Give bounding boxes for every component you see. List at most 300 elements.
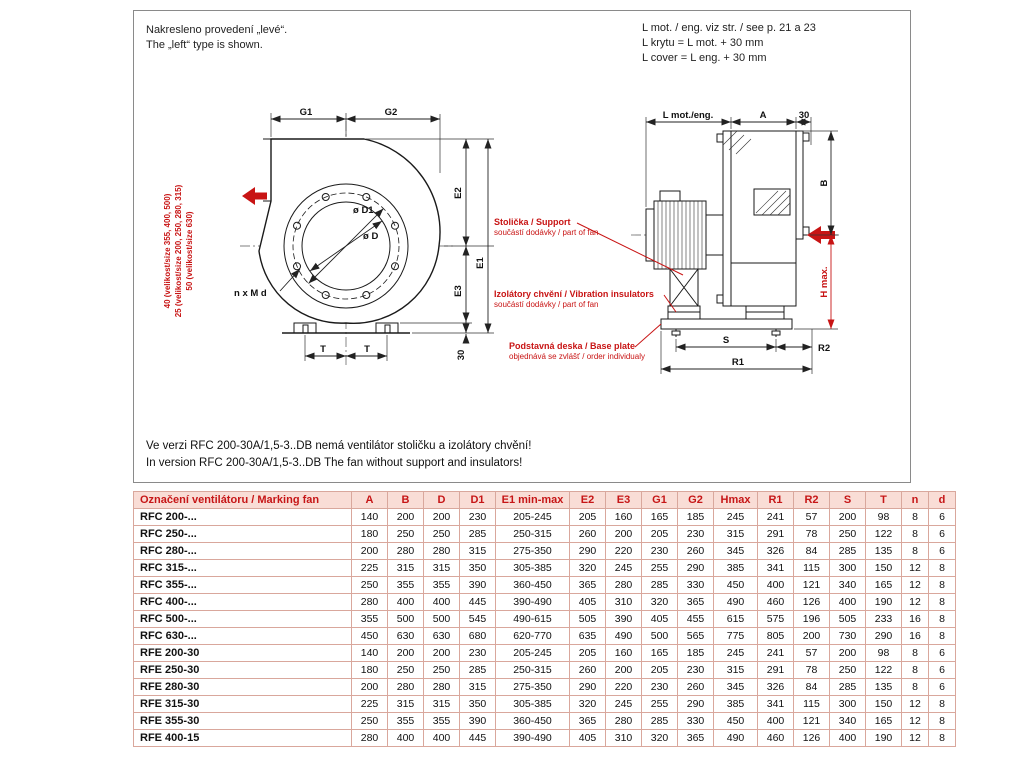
dimension-value-cell: 180 [352, 526, 388, 543]
dimension-value-cell: 8 [929, 628, 956, 645]
dimension-value-cell: 6 [929, 509, 956, 526]
dimension-value-cell: 205 [570, 509, 606, 526]
callout-subtitle: součástí dodávky / part of fan [494, 300, 599, 309]
dimension-value-cell: 205-245 [496, 509, 570, 526]
dimension-value-cell: 285 [460, 662, 496, 679]
table-header-cell: G1 [642, 492, 678, 509]
table-row [134, 679, 956, 696]
dimension-value-cell: 315 [460, 543, 496, 560]
dimension-value-cell: 315 [460, 679, 496, 696]
dimension-value-cell: 315 [424, 696, 460, 713]
fan-marking-cell: RFC 200-... [134, 509, 352, 526]
dimension-value-cell: 280 [388, 679, 424, 696]
dimension-value-cell: 280 [352, 730, 388, 747]
dimension-value-cell: 400 [830, 594, 866, 611]
dimension-value-cell: 365 [570, 713, 606, 730]
dim-label-d: ø D [363, 231, 379, 242]
dimension-value-cell: 400 [388, 594, 424, 611]
table-header-row [134, 492, 956, 509]
dimension-value-cell: 400 [758, 577, 794, 594]
dimension-value-cell: 385 [714, 696, 758, 713]
fan-marking-cell: RFC 630-... [134, 628, 352, 645]
table-header-name: Označení ventilátoru / Marking fan [134, 492, 352, 509]
warning-line: Ve verzi RFC 200-30A/1,5-3..DB nemá ventilátor stoličku a izolátory chvění! [146, 440, 532, 452]
table-row [134, 611, 956, 628]
dimension-value-cell: 230 [460, 509, 496, 526]
dimension-value-cell: 320 [642, 730, 678, 747]
dimension-value-cell: 275-350 [496, 679, 570, 696]
dimension-value-cell: 355 [424, 577, 460, 594]
dimension-value-cell: 8 [929, 696, 956, 713]
callout-subtitle: objednává se zvlášť / order individualy [509, 352, 645, 361]
dimension-value-cell: 205-245 [496, 645, 570, 662]
dimension-value-cell: 8 [929, 713, 956, 730]
dimension-value-cell: 315 [424, 560, 460, 577]
dimension-value-cell: 165 [866, 713, 902, 730]
dimension-value-cell: 805 [758, 628, 794, 645]
dimension-value-cell: 285 [642, 713, 678, 730]
dimension-value-cell: 185 [678, 509, 714, 526]
dimension-value-cell: 350 [460, 560, 496, 577]
dimension-value-cell: 8 [929, 560, 956, 577]
dim-label-g1: G1 [299, 107, 313, 118]
dimension-value-cell: 233 [866, 611, 902, 628]
dimension-value-cell: 450 [714, 713, 758, 730]
dimension-value-cell: 8 [929, 730, 956, 747]
dimension-value-cell: 241 [758, 509, 794, 526]
dimension-value-cell: 16 [902, 628, 929, 645]
table-header-cell: R1 [758, 492, 794, 509]
note-line: The „left“ type is shown. [146, 39, 263, 51]
dimension-value-cell: 8 [902, 543, 929, 560]
dimension-value-cell: 365 [678, 730, 714, 747]
dimension-value-cell: 390 [606, 611, 642, 628]
dimension-value-cell: 291 [758, 662, 794, 679]
dimension-value-cell: 315 [388, 696, 424, 713]
dimension-value-cell: 365 [570, 577, 606, 594]
dimension-value-cell: 250 [388, 662, 424, 679]
dimension-value-cell: 290 [866, 628, 902, 645]
dimension-value-cell: 400 [424, 594, 460, 611]
dimension-value-cell: 230 [678, 662, 714, 679]
dim-label-t-right: T [364, 344, 370, 355]
dimension-value-cell: 280 [606, 713, 642, 730]
dimension-value-cell: 355 [388, 577, 424, 594]
dimension-value-cell: 680 [460, 628, 496, 645]
dimension-value-cell: 500 [424, 611, 460, 628]
dimension-value-cell: 355 [352, 611, 388, 628]
dimension-value-cell: 250 [424, 526, 460, 543]
dim-label-b: B [819, 179, 830, 187]
dimension-value-cell: 140 [352, 645, 388, 662]
dimension-value-cell: 200 [352, 679, 388, 696]
note-line: Nakresleno provedení „levé“. [146, 24, 288, 36]
dimension-value-cell: 180 [352, 662, 388, 679]
dimension-value-cell: 320 [570, 560, 606, 577]
side-view-drawing [631, 110, 840, 374]
dim-label-s: S [722, 335, 730, 346]
dimension-value-cell: 230 [460, 645, 496, 662]
dimension-value-cell: 400 [830, 730, 866, 747]
note-line: L mot. / eng. viz str. / see p. 21 a 23 [642, 22, 816, 34]
dimension-value-cell: 630 [388, 628, 424, 645]
dimension-value-cell: 200 [830, 509, 866, 526]
dimension-value-cell: 340 [830, 713, 866, 730]
dimension-value-cell: 8 [929, 577, 956, 594]
dimension-value-cell: 360-450 [496, 713, 570, 730]
table-row [134, 730, 956, 747]
dimension-value-cell: 310 [606, 730, 642, 747]
dimension-value-cell: 630 [424, 628, 460, 645]
dimension-value-cell: 190 [866, 730, 902, 747]
dimension-value-cell: 460 [758, 594, 794, 611]
dimension-value-cell: 122 [866, 526, 902, 543]
dimension-value-cell: 390-490 [496, 730, 570, 747]
table-header-cell: B [388, 492, 424, 509]
fan-marking-cell: RFE 280-30 [134, 679, 352, 696]
dimension-value-cell: 291 [758, 526, 794, 543]
table-header-cell: E3 [606, 492, 642, 509]
fan-marking-cell: RFC 315-... [134, 560, 352, 577]
dimension-value-cell: 160 [606, 645, 642, 662]
dimension-value-cell: 320 [570, 696, 606, 713]
dimension-value-cell: 165 [642, 509, 678, 526]
dimension-value-cell: 196 [794, 611, 830, 628]
size-note-25: 25 (velikost/size 200, 250, 280, 315) [174, 184, 183, 318]
dimension-value-cell: 280 [424, 679, 460, 696]
dimension-value-cell: 150 [866, 560, 902, 577]
table-row [134, 509, 956, 526]
dim-label-lmot: L mot./eng. [662, 110, 714, 121]
dimension-value-cell: 405 [570, 730, 606, 747]
dimension-value-cell: 200 [606, 662, 642, 679]
dimension-value-cell: 490-615 [496, 611, 570, 628]
dimension-value-cell: 78 [794, 662, 830, 679]
dimension-value-cell: 8 [902, 679, 929, 696]
dimension-value-cell: 290 [570, 679, 606, 696]
dimension-value-cell: 315 [714, 526, 758, 543]
dimension-value-cell: 305-385 [496, 696, 570, 713]
dimension-value-cell: 615 [714, 611, 758, 628]
dimension-value-cell: 505 [570, 611, 606, 628]
dimension-value-cell: 200 [388, 509, 424, 526]
fan-marking-cell: RFE 250-30 [134, 662, 352, 679]
dim-label-e3: E3 [453, 285, 464, 297]
dimension-value-cell: 160 [606, 509, 642, 526]
dimension-value-cell: 345 [714, 679, 758, 696]
dimension-value-cell: 84 [794, 543, 830, 560]
dimension-value-cell: 205 [570, 645, 606, 662]
callout-insulators [494, 289, 654, 310]
dimension-value-cell: 405 [570, 594, 606, 611]
table-row [134, 577, 956, 594]
dimension-value-cell: 255 [642, 696, 678, 713]
airflow-arrow-left [242, 187, 267, 205]
dimension-value-cell: 6 [929, 645, 956, 662]
dimension-value-cell: 330 [678, 713, 714, 730]
dimension-value-cell: 341 [758, 560, 794, 577]
dimension-value-cell: 57 [794, 509, 830, 526]
fan-marking-cell: RFE 200-30 [134, 645, 352, 662]
dimension-value-cell: 450 [714, 577, 758, 594]
dimension-value-cell: 341 [758, 696, 794, 713]
dimension-value-cell: 326 [758, 679, 794, 696]
dim-label-t-left: T [320, 344, 326, 355]
dimension-value-cell: 340 [830, 577, 866, 594]
dimension-value-cell: 230 [642, 679, 678, 696]
dimension-value-cell: 285 [642, 577, 678, 594]
dimension-value-cell: 165 [866, 577, 902, 594]
table-header-cell: D [424, 492, 460, 509]
dimension-value-cell: 126 [794, 594, 830, 611]
dimension-value-cell: 245 [606, 560, 642, 577]
dimension-value-cell: 205 [642, 662, 678, 679]
dimension-value-cell: 490 [714, 730, 758, 747]
warning-line: In version RFC 200-30A/1,5-3..DB The fan without support and insulators! [146, 457, 523, 469]
dim-label-r1: R1 [731, 357, 745, 368]
dimension-value-cell: 730 [830, 628, 866, 645]
dimension-value-cell: 450 [352, 628, 388, 645]
dimension-value-cell: 260 [570, 662, 606, 679]
dimension-value-cell: 250-315 [496, 526, 570, 543]
dimension-value-cell: 275-350 [496, 543, 570, 560]
dimension-value-cell: 260 [678, 679, 714, 696]
dimension-value-cell: 6 [929, 543, 956, 560]
table-header-cell: d [929, 492, 956, 509]
technical-drawing [134, 11, 910, 482]
callout-base-plate [509, 341, 645, 362]
dimension-value-cell: 285 [830, 543, 866, 560]
dimension-value-cell: 390-490 [496, 594, 570, 611]
dimension-value-cell: 290 [678, 696, 714, 713]
callout-subtitle: součástí dodávky / part of fan [494, 228, 599, 237]
table-row [134, 696, 956, 713]
dimension-value-cell: 365 [678, 594, 714, 611]
dimension-value-cell: 490 [714, 594, 758, 611]
table-row [134, 713, 956, 730]
callout-title: Izolátory chvění / Vibration insulators [494, 289, 654, 299]
dimension-value-cell: 310 [606, 594, 642, 611]
dimension-value-cell: 545 [460, 611, 496, 628]
table-header-cell: R2 [794, 492, 830, 509]
table-header-cell: T [866, 492, 902, 509]
dimension-value-cell: 135 [866, 543, 902, 560]
callout-title: Stolička / Support [494, 217, 571, 227]
dimension-value-cell: 460 [758, 730, 794, 747]
dimension-value-cell: 6 [929, 662, 956, 679]
dimension-value-cell: 121 [794, 577, 830, 594]
dimension-value-cell: 285 [830, 679, 866, 696]
dimension-value-cell: 620-770 [496, 628, 570, 645]
table-row [134, 628, 956, 645]
dim-label-e1: E1 [475, 257, 486, 269]
table-header-cell: A [352, 492, 388, 509]
size-note-50: 50 (velikost/size 630) [185, 211, 194, 291]
dimension-value-cell: 200 [388, 645, 424, 662]
table-row [134, 560, 956, 577]
dimension-value-cell: 200 [424, 509, 460, 526]
dimension-value-cell: 230 [642, 543, 678, 560]
dimension-value-cell: 390 [460, 713, 496, 730]
dimension-value-cell: 126 [794, 730, 830, 747]
dimension-value-cell: 405 [642, 611, 678, 628]
dimension-value-cell: 78 [794, 526, 830, 543]
table-row [134, 594, 956, 611]
dimension-value-cell: 121 [794, 713, 830, 730]
drawing-panel [133, 10, 911, 483]
dimension-value-cell: 12 [902, 713, 929, 730]
dimension-value-cell: 280 [424, 543, 460, 560]
fan-marking-cell: RFE 400-15 [134, 730, 352, 747]
dim-label-bolts: n x M d [234, 288, 267, 299]
size-note-40: 40 (velikost/size 355, 400, 500) [163, 193, 172, 309]
table-header-cell: E1 min-max [496, 492, 570, 509]
dimension-value-cell: 305-385 [496, 560, 570, 577]
dimension-value-cell: 490 [606, 628, 642, 645]
dimension-value-cell: 8 [929, 594, 956, 611]
dimension-value-cell: 280 [606, 577, 642, 594]
dimension-value-cell: 115 [794, 696, 830, 713]
dimension-value-cell: 200 [424, 645, 460, 662]
dimension-value-cell: 115 [794, 560, 830, 577]
version-warning [146, 438, 531, 472]
dimension-value-cell: 8 [902, 662, 929, 679]
dimension-value-cell: 12 [902, 560, 929, 577]
dimension-value-cell: 98 [866, 645, 902, 662]
dimension-value-cell: 255 [642, 560, 678, 577]
dimension-value-cell: 122 [866, 662, 902, 679]
dimension-value-cell: 12 [902, 577, 929, 594]
dimension-value-cell: 300 [830, 560, 866, 577]
dimension-value-cell: 280 [388, 543, 424, 560]
dimension-value-cell: 355 [388, 713, 424, 730]
dimension-value-cell: 200 [606, 526, 642, 543]
dimension-value-cell: 190 [866, 594, 902, 611]
dimension-value-cell: 8 [902, 526, 929, 543]
dimension-value-cell: 165 [642, 645, 678, 662]
table-header-cell: D1 [460, 492, 496, 509]
dimension-value-cell: 12 [902, 730, 929, 747]
dimension-value-cell: 345 [714, 543, 758, 560]
dimension-value-cell: 285 [460, 526, 496, 543]
dimension-table [133, 491, 956, 747]
dim-label-hmax: H max. [819, 266, 830, 298]
table-header-cell: S [830, 492, 866, 509]
dimension-value-cell: 400 [388, 730, 424, 747]
dimension-value-cell: 135 [866, 679, 902, 696]
dimension-value-cell: 8 [902, 509, 929, 526]
dimension-value-cell: 445 [460, 594, 496, 611]
dimension-value-cell: 250-315 [496, 662, 570, 679]
dimension-value-cell: 230 [678, 526, 714, 543]
dimension-value-cell: 775 [714, 628, 758, 645]
dimension-value-cell: 245 [606, 696, 642, 713]
dimension-value-cell: 140 [352, 509, 388, 526]
dimension-value-cell: 505 [830, 611, 866, 628]
dimension-value-cell: 200 [352, 543, 388, 560]
dimension-value-cell: 8 [902, 645, 929, 662]
fan-dimensions-table [133, 491, 956, 747]
dimension-value-cell: 260 [678, 543, 714, 560]
callout-title: Podstavná deska / Base plate [509, 341, 636, 351]
dimension-value-cell: 98 [866, 509, 902, 526]
dimension-value-cell: 400 [758, 713, 794, 730]
dimension-value-cell: 280 [352, 594, 388, 611]
note-length-info [642, 21, 816, 66]
dimension-value-cell: 220 [606, 543, 642, 560]
dim-label-g2: G2 [384, 107, 398, 118]
dimension-value-cell: 200 [794, 628, 830, 645]
dimension-value-cell: 150 [866, 696, 902, 713]
table-header-cell: G2 [678, 492, 714, 509]
dimension-value-cell: 185 [678, 645, 714, 662]
note-line: L krytu = L mot. + 30 mm [642, 37, 764, 49]
fan-marking-cell: RFE 355-30 [134, 713, 352, 730]
dimension-value-cell: 16 [902, 611, 929, 628]
fan-marking-cell: RFC 400-... [134, 594, 352, 611]
fan-marking-cell: RFC 280-... [134, 543, 352, 560]
terminal-box [660, 191, 680, 201]
table-row [134, 645, 956, 662]
dim-label-30-front: 30 [456, 349, 467, 361]
dimension-value-cell: 250 [424, 662, 460, 679]
dimension-value-cell: 241 [758, 645, 794, 662]
dimension-value-cell: 250 [352, 713, 388, 730]
dimension-value-cell: 635 [570, 628, 606, 645]
dimension-value-cell: 315 [714, 662, 758, 679]
table-header-cell: Hmax [714, 492, 758, 509]
fan-marking-cell: RFC 355-... [134, 577, 352, 594]
dim-label-e2: E2 [453, 187, 464, 199]
dimension-value-cell: 57 [794, 645, 830, 662]
dimension-value-cell: 390 [460, 577, 496, 594]
base-plate [661, 319, 792, 329]
dimension-value-cell: 260 [570, 526, 606, 543]
table-header-cell: n [902, 492, 929, 509]
dimension-value-cell: 250 [352, 577, 388, 594]
front-view-drawing [163, 107, 494, 365]
dimension-value-cell: 385 [714, 560, 758, 577]
dimension-value-cell: 220 [606, 679, 642, 696]
dimension-value-cell: 575 [758, 611, 794, 628]
dim-label-d1: ø D1 [353, 205, 374, 216]
callout-support [494, 217, 599, 238]
fan-housing-side [731, 131, 796, 306]
dimension-value-cell: 355 [424, 713, 460, 730]
table-row [134, 526, 956, 543]
dimension-value-cell: 320 [642, 594, 678, 611]
dimension-value-cell: 205 [642, 526, 678, 543]
dimension-value-cell: 290 [570, 543, 606, 560]
dimension-value-cell: 400 [424, 730, 460, 747]
dimension-value-cell: 245 [714, 645, 758, 662]
dimension-value-cell: 500 [388, 611, 424, 628]
dim-label-30-side: 30 [798, 110, 810, 121]
dimension-value-cell: 200 [830, 645, 866, 662]
fan-marking-cell: RFC 500-... [134, 611, 352, 628]
dimension-value-cell: 455 [678, 611, 714, 628]
dim-label-r2: R2 [818, 343, 831, 354]
dimension-value-cell: 12 [902, 696, 929, 713]
fan-marking-cell: RFE 315-30 [134, 696, 352, 713]
dimension-value-cell: 445 [460, 730, 496, 747]
dimension-value-cell: 225 [352, 696, 388, 713]
dimension-value-cell: 315 [388, 560, 424, 577]
dimension-value-cell: 300 [830, 696, 866, 713]
dimension-value-cell: 330 [678, 577, 714, 594]
dimension-value-cell: 12 [902, 594, 929, 611]
dimension-value-cell: 500 [642, 628, 678, 645]
